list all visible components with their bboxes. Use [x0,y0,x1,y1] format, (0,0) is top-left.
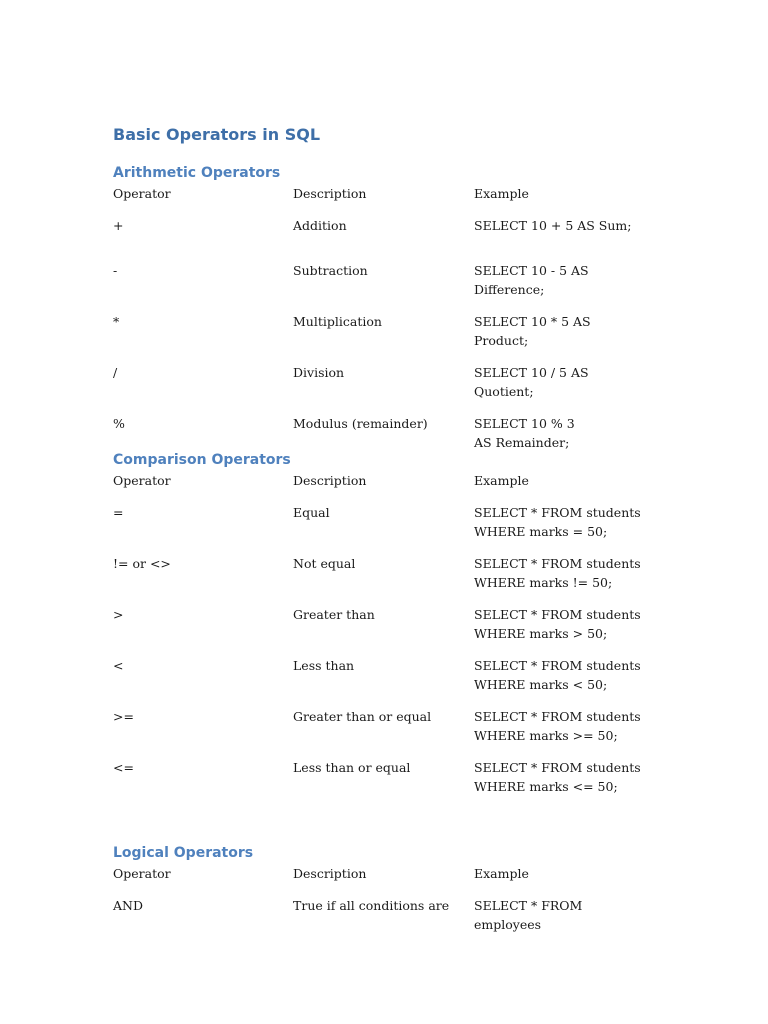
example-cell: SELECT * FROM students WHERE marks >= 50; [474,709,641,743]
description-cell: Less than [293,658,355,673]
example-cell: SELECT * FROM employees [474,898,583,932]
table-row [113,605,673,656]
description-cell: Not equal [293,556,356,571]
operator-cell: > [113,607,124,622]
section-heading: Logical Operators [113,845,254,861]
section-logical-operators [113,842,673,934]
operator-cell: % [113,416,125,431]
description-cell: Equal [293,505,330,520]
example-cell: SELECT 10 * 5 AS Product; [474,314,591,348]
column-header-description: Description [293,866,367,881]
example-cell: SELECT 10 + 5 AS Sum; [474,218,632,233]
table-row [113,554,673,605]
column-header-description: Description [293,186,367,201]
operator-cell: >= [113,709,134,724]
description-cell: Less than or equal [293,760,411,775]
table-row [113,363,673,414]
operator-cell: = [113,505,124,520]
operator-cell: * [113,314,120,329]
operator-cell: <= [113,760,134,775]
section-comparison-operators [113,449,673,809]
table-row [113,312,673,363]
operator-cell: < [113,658,124,673]
description-cell: Greater than [293,607,375,622]
section-arithmetic-operators [113,162,673,465]
description-cell: Modulus (remainder) [293,416,428,431]
example-cell: SELECT * FROM students WHERE marks <= 50; [474,760,641,794]
example-cell: SELECT 10 / 5 AS Quotient; [474,365,589,399]
column-header-operator: Operator [113,473,171,488]
column-header-example: Example [474,473,529,488]
table-row [113,216,673,261]
example-cell: SELECT * FROM students WHERE marks > 50; [474,607,641,641]
description-cell: Subtraction [293,263,368,278]
example-cell: SELECT * FROM students WHERE marks = 50; [474,505,641,539]
column-header-example: Example [474,186,529,201]
description-cell: Multiplication [293,314,382,329]
table-row [113,503,673,554]
table-header-row [113,184,673,216]
example-cell: SELECT * FROM students WHERE marks != 50; [474,556,641,590]
column-header-description: Description [293,473,367,488]
description-cell: Greater than or equal [293,709,432,724]
column-header-operator: Operator [113,186,171,201]
table-row [113,656,673,707]
operator-cell: + [113,218,124,233]
section-heading: Arithmetic Operators [113,165,281,181]
operator-cell: AND [113,898,143,913]
table-row [113,896,673,934]
table-header-row [113,471,673,503]
section-heading: Comparison Operators [113,452,291,468]
column-header-example: Example [474,866,529,881]
table-header-row [113,864,673,896]
table-row [113,261,673,312]
example-cell: SELECT 10 - 5 AS Difference; [474,263,589,297]
example-cell: SELECT 10 % 3 AS Remainder; [474,416,575,450]
example-cell: SELECT * FROM students WHERE marks < 50; [474,658,641,692]
operator-cell: - [113,263,118,278]
description-cell: Division [293,365,345,380]
description-cell: True if all conditions are [293,898,450,913]
column-header-operator: Operator [113,866,171,881]
operator-cell: != or <> [113,556,171,571]
table-row [113,758,673,809]
operator-cell: / [113,365,118,380]
document-title: Basic Operators in SQL [113,125,321,144]
table-row [113,707,673,758]
description-cell: Addition [293,218,347,233]
